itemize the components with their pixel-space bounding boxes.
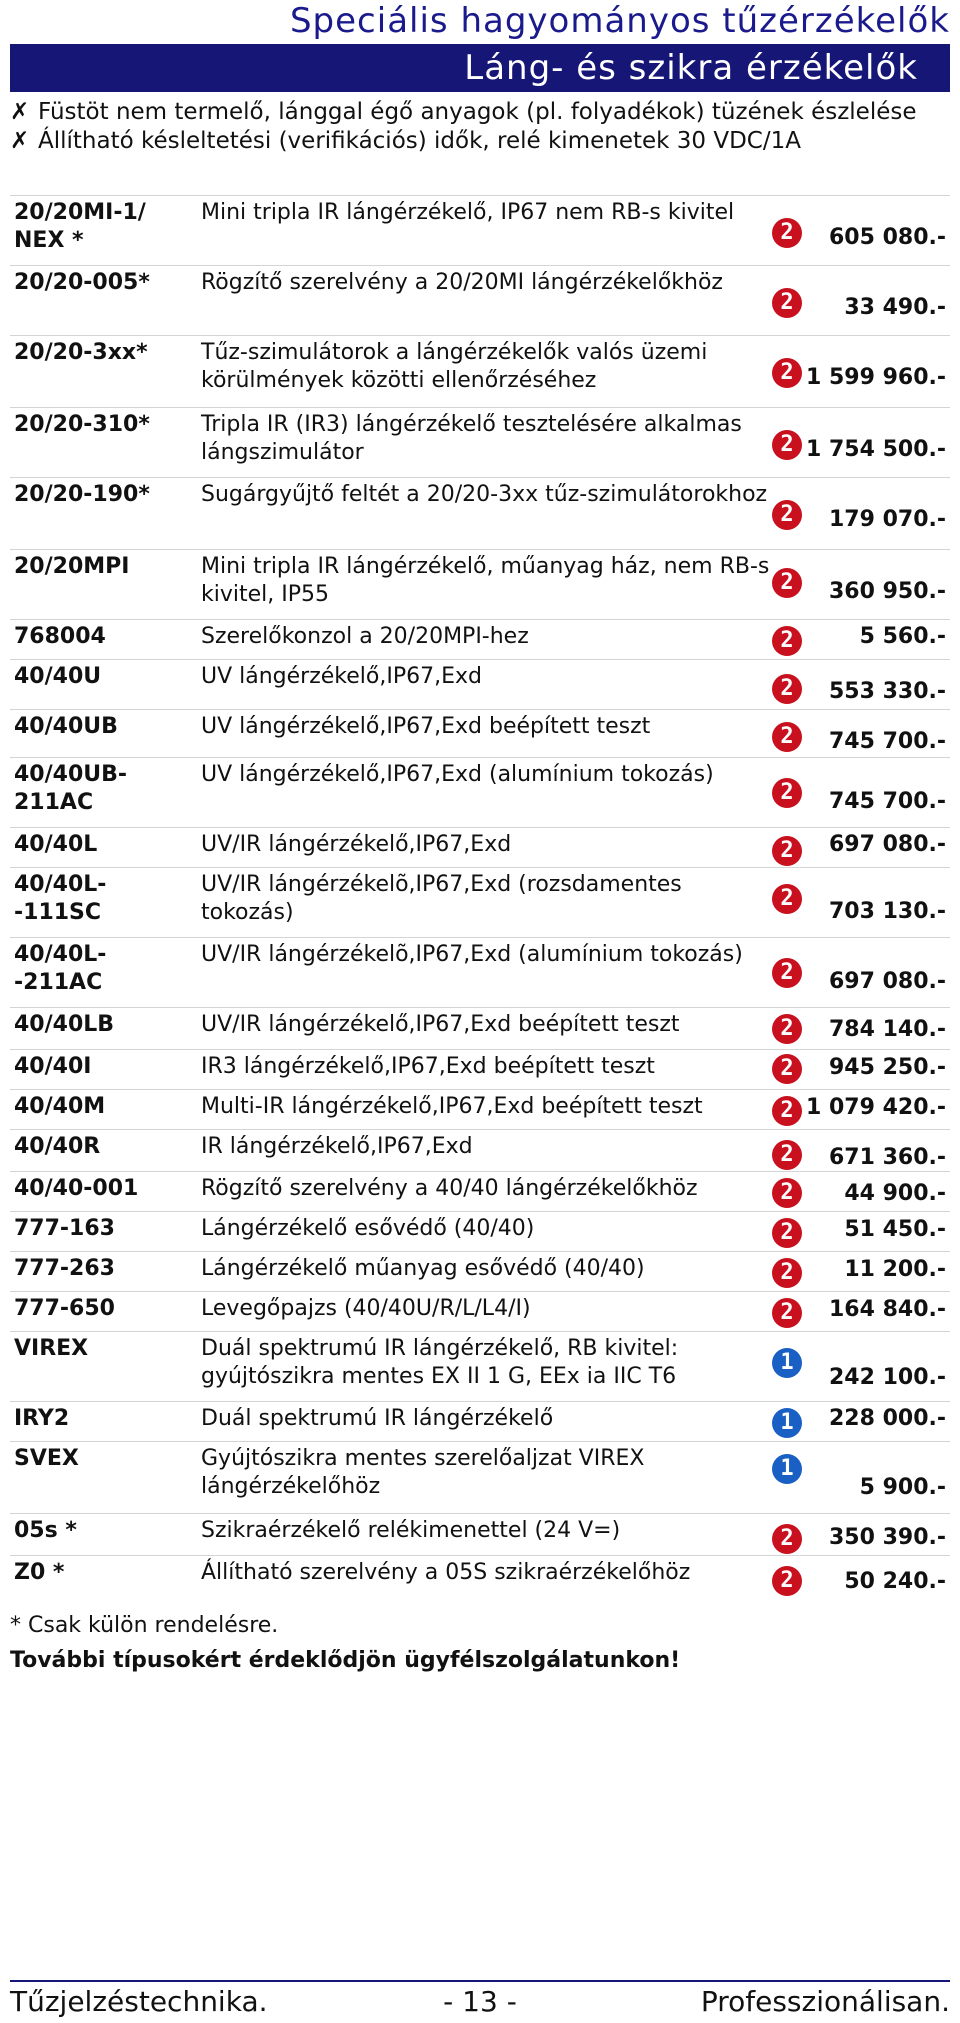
product-description: Levegőpajzs (40/40U/R/L/L4/I) — [201, 1296, 531, 1321]
product-price: 350 390.- — [829, 1525, 946, 1550]
product-price: 228 000.- — [829, 1406, 946, 1431]
delivery-category-badge: 2 — [772, 500, 802, 530]
product-row — [10, 619, 950, 659]
product-row — [10, 1089, 950, 1129]
delivery-category-badge: 2 — [772, 778, 802, 808]
product-row — [10, 937, 950, 1007]
product-price: 784 140.- — [829, 1017, 946, 1042]
product-description: UV lángérzékelő,IP67,Exd (alumínium tokozás) — [201, 762, 714, 787]
product-price: 360 950.- — [829, 579, 946, 604]
product-price: 945 250.- — [829, 1055, 946, 1080]
product-code: Z0 * — [14, 1560, 65, 1585]
product-description: Duál spektrumú IR lángérzékelő — [201, 1406, 554, 1431]
product-row — [10, 1049, 950, 1089]
product-price: 5 900.- — [859, 1475, 946, 1500]
product-row — [10, 549, 950, 619]
product-price: 745 700.- — [829, 729, 946, 754]
product-row — [10, 659, 950, 709]
product-row — [10, 1291, 950, 1331]
product-description: UV/IR lángérzékelő,IP67,Exd beépített teszt — [201, 1012, 680, 1037]
delivery-category-badge: 1 — [772, 1408, 802, 1438]
delivery-category-badge: 2 — [772, 1178, 802, 1208]
product-description: Rögzítő szerelvény a 20/20MI lángérzékelőkhöz — [201, 270, 723, 295]
product-code: 40/40U — [14, 664, 102, 689]
product-price: 703 130.- — [829, 899, 946, 924]
delivery-category-badge: 2 — [772, 722, 802, 752]
product-price: 164 840.- — [829, 1297, 946, 1322]
delivery-category-badge: 2 — [772, 884, 802, 914]
product-price: 5 560.- — [859, 624, 946, 649]
product-price: 44 900.- — [844, 1181, 946, 1206]
product-description: Mini tripla IR lángérzékelő, IP67 nem RB-s kivitel — [201, 200, 735, 225]
product-code: 777-263 — [14, 1256, 115, 1281]
product-description: Szerelőkonzol a 20/20MPI-hez — [201, 624, 529, 649]
product-description: Szikraérzékelő relékimenettel (24 V=) — [201, 1518, 621, 1543]
product-code: 40/40L — [14, 832, 98, 857]
product-description: IR lángérzékelő,IP67,Exd — [201, 1134, 473, 1159]
product-code: 40/40UB- 211AC — [14, 762, 128, 815]
product-description: Duál spektrumú IR lángérzékelő, RB kivitel: gyújtószikra mentes EX II 1 G, EEx ia IIC T6 — [201, 1336, 679, 1389]
footer-right: Professzionálisan. — [700, 1985, 950, 2018]
product-row — [10, 1513, 950, 1555]
delivery-category-badge: 2 — [772, 358, 802, 388]
delivery-category-badge: 2 — [772, 568, 802, 598]
footer-left: Tűzjelzéstechnika. — [10, 1985, 268, 2018]
product-price: 697 080.- — [829, 969, 946, 994]
product-description: Multi-IR lángérzékelő,IP67,Exd beépített teszt — [201, 1094, 703, 1119]
product-description: Rögzítő szerelvény a 40/40 lángérzékelőkhöz — [201, 1176, 698, 1201]
product-table — [10, 195, 950, 1595]
product-price: 553 330.- — [829, 679, 946, 704]
product-price: 51 450.- — [844, 1217, 946, 1242]
product-row — [10, 1441, 950, 1513]
page-title: Speciális hagyományos tűzérzékelők — [289, 1, 950, 41]
product-price: 50 240.- — [844, 1569, 946, 1594]
product-code: 20/20MPI — [14, 554, 130, 579]
feature-item — [10, 98, 930, 127]
product-row — [10, 265, 950, 335]
delivery-category-badge: 2 — [772, 1298, 802, 1328]
product-description: Lángérzékelő műanyag esővédő (40/40) — [201, 1256, 645, 1281]
delivery-category-badge: 2 — [772, 1096, 802, 1126]
product-row — [10, 1555, 950, 1595]
product-row — [10, 1331, 950, 1401]
product-price: 1 754 500.- — [806, 437, 946, 462]
product-description: IR3 lángérzékelő,IP67,Exd beépített teszt — [201, 1054, 655, 1079]
product-code: 20/20-190* — [14, 482, 150, 507]
product-price: 179 070.- — [829, 507, 946, 532]
product-description: Állítható szerelvény a 05S szikraérzékelőhöz — [201, 1560, 691, 1585]
product-code: 20/20-005* — [14, 270, 150, 295]
more-info-text: További típusokért érdeklődjön ügyfélszolgálatunkon! — [10, 1648, 681, 1673]
product-row — [10, 757, 950, 827]
product-price: 33 490.- — [844, 295, 946, 320]
product-row — [10, 335, 950, 407]
product-row — [10, 477, 950, 549]
product-row — [10, 827, 950, 867]
product-row — [10, 1171, 950, 1211]
feature-list — [10, 98, 930, 156]
product-code: 20/20MI-1/ NEX * — [14, 200, 146, 253]
product-code: 40/40LB — [14, 1012, 115, 1037]
product-code: IRY2 — [14, 1406, 70, 1431]
product-code: VIREX — [14, 1336, 89, 1361]
product-description: UV lángérzékelő,IP67,Exd — [201, 664, 482, 689]
product-code: 40/40UB — [14, 714, 118, 739]
product-price: 697 080.- — [829, 832, 946, 857]
product-row — [10, 709, 950, 757]
product-price: 1 599 960.- — [806, 365, 946, 390]
delivery-category-badge: 1 — [772, 1454, 802, 1484]
product-code: 40/40-001 — [14, 1176, 139, 1201]
product-code: SVEX — [14, 1446, 79, 1471]
product-code: 20/20-310* — [14, 412, 150, 437]
product-price: 11 200.- — [844, 1257, 946, 1282]
delivery-category-badge: 2 — [772, 1054, 802, 1084]
delivery-category-badge: 2 — [772, 1014, 802, 1044]
delivery-category-badge: 1 — [772, 1348, 802, 1378]
delivery-category-badge: 2 — [772, 288, 802, 318]
product-description: UV/IR lángérzékelõ,IP67,Exd (rozsdamentes tokozás) — [201, 872, 682, 925]
product-code: 768004 — [14, 624, 106, 649]
cross-mark-icon: ✗ — [10, 99, 30, 125]
product-code: 777-650 — [14, 1296, 115, 1321]
product-row — [10, 1401, 950, 1441]
section-banner: Láng- és szikra érzékelők — [10, 44, 950, 92]
product-row — [10, 407, 950, 477]
feature-text: Füstöt nem termelő, lánggal égő anyagok (pl. folyadékok) tüzének észlelése — [38, 99, 917, 125]
product-description: UV/IR lángérzékelõ,IP67,Exd (alumínium tokozás) — [201, 942, 743, 967]
product-row — [10, 1007, 950, 1049]
product-row — [10, 867, 950, 937]
product-code: 05s * — [14, 1518, 77, 1543]
product-code: 40/40R — [14, 1134, 101, 1159]
footnote: * Csak külön rendelésre. — [10, 1613, 279, 1638]
product-price: 671 360.- — [829, 1145, 946, 1170]
delivery-category-badge: 2 — [772, 218, 802, 248]
delivery-category-badge: 2 — [772, 1566, 802, 1596]
product-description: Lángérzékelő esővédő (40/40) — [201, 1216, 535, 1241]
delivery-category-badge: 2 — [772, 626, 802, 656]
product-code: 40/40L- -111SC — [14, 872, 107, 925]
feature-text: Állítható késleltetési (verifikációs) idők, relé kimenetek 30 VDC/1A — [38, 128, 801, 154]
product-description: UV/IR lángérzékelő,IP67,Exd — [201, 832, 512, 857]
product-description: Sugárgyűjtő feltét a 20/20-3xx tűz-szimulátorokhoz — [201, 482, 768, 507]
delivery-category-badge: 2 — [772, 836, 802, 866]
delivery-category-badge: 2 — [772, 1524, 802, 1554]
delivery-category-badge: 2 — [772, 958, 802, 988]
product-description: UV lángérzékelő,IP67,Exd beépített teszt — [201, 714, 651, 739]
product-row — [10, 1251, 950, 1291]
delivery-category-badge: 2 — [772, 1258, 802, 1288]
product-description: Tripla IR (IR3) lángérzékelő tesztelésére alkalmas lángszimulátor — [201, 412, 742, 465]
product-description: Gyújtószikra mentes szerelőaljzat VIREX lángérzékelőhöz — [201, 1446, 645, 1499]
product-description: Mini tripla IR lángérzékelő, műanyag ház, nem RB-s kivitel, IP55 — [201, 554, 770, 607]
cross-mark-icon: ✗ — [10, 128, 30, 154]
product-code: 40/40L- -211AC — [14, 942, 107, 995]
product-price: 605 080.- — [829, 225, 946, 250]
delivery-category-badge: 2 — [772, 674, 802, 704]
product-code: 40/40M — [14, 1094, 106, 1119]
feature-item — [10, 127, 930, 156]
product-row — [10, 195, 950, 265]
delivery-category-badge: 2 — [772, 430, 802, 460]
product-description: Tűz-szimulátorok a lángérzékelők valós üzemi körülmények közötti ellenőrzéséhez — [201, 340, 708, 393]
product-price: 1 079 420.- — [806, 1095, 946, 1120]
product-code: 20/20-3xx* — [14, 340, 148, 365]
delivery-category-badge: 2 — [772, 1140, 802, 1170]
product-row — [10, 1129, 950, 1171]
product-price: 745 700.- — [829, 789, 946, 814]
product-price: 242 100.- — [829, 1365, 946, 1390]
product-code: 40/40I — [14, 1054, 92, 1079]
delivery-category-badge: 2 — [772, 1218, 802, 1248]
page-footer — [10, 1980, 950, 2018]
product-row — [10, 1211, 950, 1251]
product-code: 777-163 — [14, 1216, 115, 1241]
page-number: - 13 - — [443, 1985, 517, 2018]
